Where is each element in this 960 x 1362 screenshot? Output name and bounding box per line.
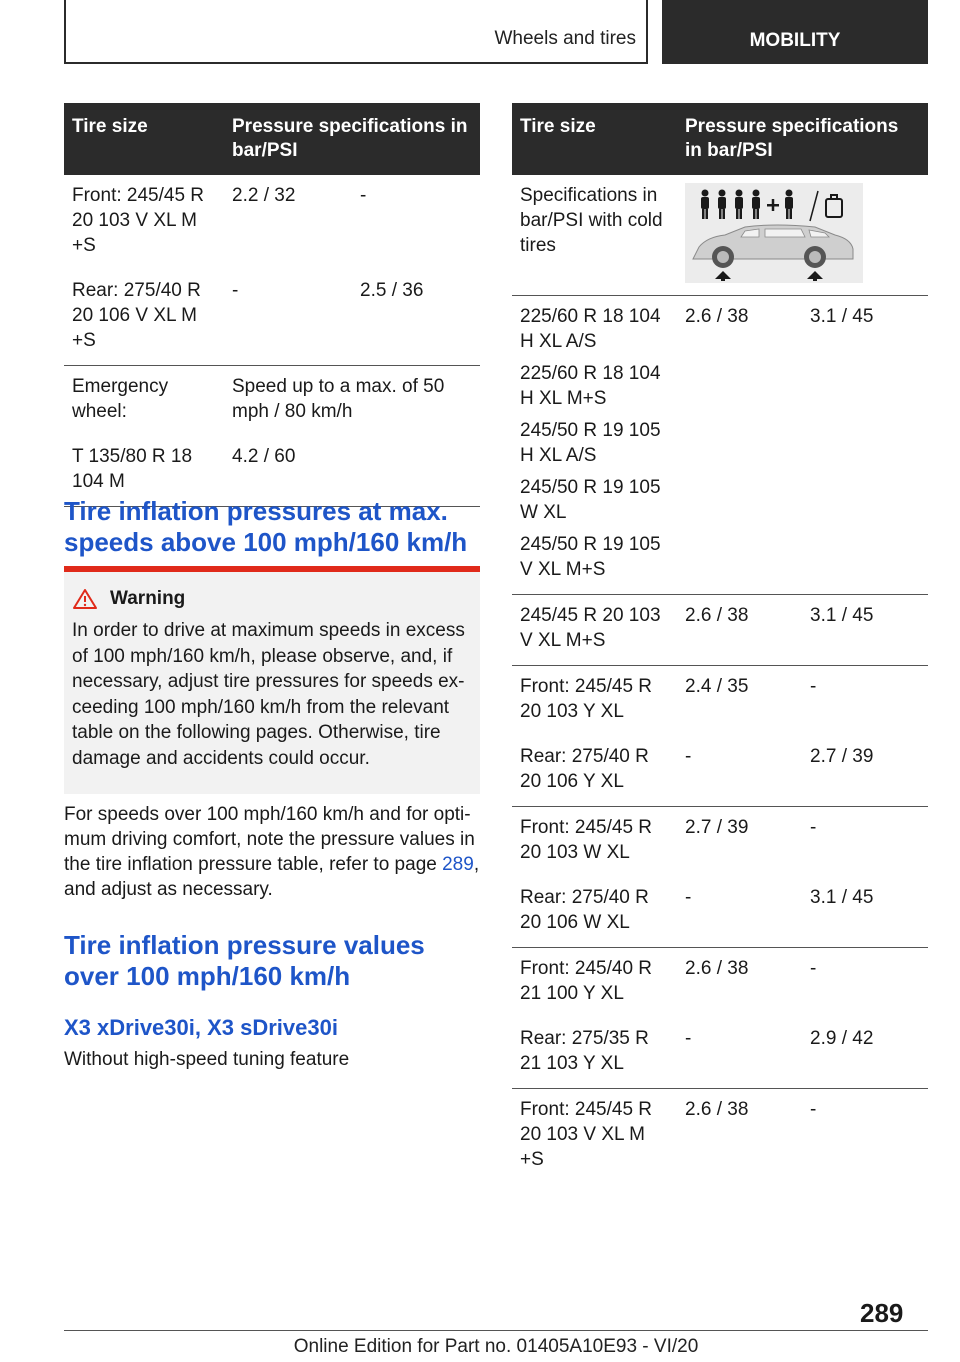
tire-size-item: 245/50 R 19 105 V XL M+S <box>520 534 661 580</box>
tire-size-item: 245/50 R 19 105 W XL <box>520 477 661 523</box>
pressure-cell: - <box>810 1099 817 1120</box>
page-number: 289 <box>860 1298 904 1328</box>
pressure-cell: 2.7 / 39 <box>802 736 928 807</box>
tire-size-cell: Front: 245/45 R 20 103 W XL <box>520 817 653 863</box>
tire-size-cell: Rear: 275/35 R 21 103 Y XL <box>512 1018 677 1089</box>
table-row <box>512 1018 928 1089</box>
load-illustration-cell <box>677 175 928 296</box>
model-subheading: X3 xDrive30i, X3 sDrive30i <box>64 1015 338 1040</box>
table-row <box>512 807 928 878</box>
tire-size-cell: Rear: 275/40 R 20 106 V XL M +S <box>64 270 224 366</box>
tire-size-cell: Rear: 275/40 R 20 106 Y XL <box>512 736 677 807</box>
pressure-cell: 3.1 / 45 <box>802 877 928 948</box>
pressure-cell: - <box>677 1018 802 1089</box>
section-heading-max-speed: Tire inflation pressures at max. speeds above 100 mph/160 km/h <box>64 496 468 557</box>
table-row <box>512 666 928 737</box>
section-heading-pressure-values: Tire inflation pressure values over 100 mph/160 km/h <box>64 930 425 991</box>
pressure-cell: 2.6 / 38 <box>685 958 749 979</box>
warning-triangle-icon <box>72 588 98 610</box>
column-header-pressure: Pressure specifications in bar/PSI <box>677 103 928 175</box>
table-row-group <box>512 296 928 595</box>
vehicle-load-illustration <box>685 183 863 283</box>
pressure-cell: 2.5 / 36 <box>352 270 480 366</box>
warning-title-text: Warning <box>110 588 186 609</box>
pressure-cell: 2.9 / 42 <box>802 1018 928 1089</box>
tire-size-cell: Front: 245/40 R 21 100 Y XL <box>520 958 653 1004</box>
tire-size-cell: Emergency wheel: <box>72 376 169 422</box>
pressure-cell: - <box>810 958 817 979</box>
tire-size-cell: Front: 245/45 R 20 103 Y XL <box>520 676 653 722</box>
body-text: For speeds over 100 mph/160 km/h and for optimum driving comfort, note the pressure values in the tire inflation pressure table, refer to page <box>64 804 475 875</box>
pressure-cell: Speed up to a max. of 50 mph / 80 km/h <box>232 376 445 422</box>
tire-size-item: 245/50 R 19 105 H XL A/S <box>520 420 661 466</box>
pressure-cell: 2.6 / 38 <box>677 595 802 666</box>
warning-text: In order to drive at maximum speeds in excess of 100 mph/160 km/h, please observe, and, if necessary, adjust tire pressures for speeds exceeding 100 mph/160 km/h from the relevant table on the following pages. Otherwise, tire damage and accidents could occur. <box>72 620 465 769</box>
footer-divider <box>64 1330 928 1331</box>
pressure-cell: 2.6 / 38 <box>685 1099 749 1120</box>
tire-size-cell: 245/45 R 20 103 V XL M+S <box>512 595 677 666</box>
body-text-end: , and adjust as necessary. <box>64 854 480 900</box>
table-header-row <box>64 103 480 175</box>
pressure-cell: 2.6 / 38 <box>677 296 802 595</box>
tire-size-cell: T 135/80 R 18 104 M <box>64 436 224 507</box>
warning-title <box>72 588 468 610</box>
table-row <box>512 948 928 1019</box>
header-chapter-tab: MOBILITY <box>662 0 928 64</box>
tire-size-cell: Front: 245/45 R 20 103 V XL M +S <box>520 1099 653 1170</box>
feature-note: Without high-speed tuning feature <box>64 1049 350 1070</box>
pressure-cell: 3.1 / 45 <box>802 595 928 666</box>
pressure-cell: 3.1 / 45 <box>802 296 928 595</box>
column-header-tire-size: Tire size <box>64 103 224 175</box>
pressure-cell: 2.7 / 39 <box>685 817 749 838</box>
body-paragraph <box>64 802 480 902</box>
pressure-cell: 4.2 / 60 <box>224 436 480 507</box>
pressure-cell: 2.4 / 35 <box>685 676 749 697</box>
footer-edition-text: Online Edition for Part no. 01405A10E93 - VI/20 <box>293 1336 699 1357</box>
table-row <box>512 1089 928 1185</box>
pressure-cell: - <box>677 877 802 948</box>
table-row <box>512 877 928 948</box>
pressure-cell: 2.2 / 32 <box>232 185 296 206</box>
cold-tires-label: Specifications in bar/PSI with cold tires <box>512 175 677 296</box>
pressure-cell: - <box>810 817 817 838</box>
column-header-pressure: Pressure specifications in bar/PSI <box>224 103 480 175</box>
warning-box <box>64 566 480 794</box>
table-row <box>64 270 480 366</box>
header-section-title: Wheels and tires <box>494 28 636 49</box>
table-row <box>64 175 480 270</box>
table-row-load-illustration <box>512 175 928 296</box>
table-row <box>64 366 480 437</box>
right-pressure-table <box>512 103 928 1184</box>
pressure-cell: - <box>810 676 817 697</box>
tire-size-item: 225/60 R 18 104 H XL A/S <box>520 306 661 352</box>
tire-size-list-cell <box>512 296 677 595</box>
table-row <box>512 736 928 807</box>
column-header-tire-size: Tire size <box>512 103 677 175</box>
pressure-cell: - <box>677 736 802 807</box>
tire-size-cell: Rear: 275/40 R 20 106 W XL <box>512 877 677 948</box>
tire-size-cell: Front: 245/45 R 20 103 V XL M +S <box>72 185 205 256</box>
pressure-cell: - <box>360 185 367 206</box>
table-header-row <box>512 103 928 175</box>
table-row <box>512 595 928 666</box>
left-pressure-table <box>64 103 480 507</box>
tire-size-item: 225/60 R 18 104 H XL M+S <box>520 363 661 409</box>
page-reference-link[interactable]: 289 <box>442 854 474 875</box>
pressure-cell: - <box>224 270 352 366</box>
